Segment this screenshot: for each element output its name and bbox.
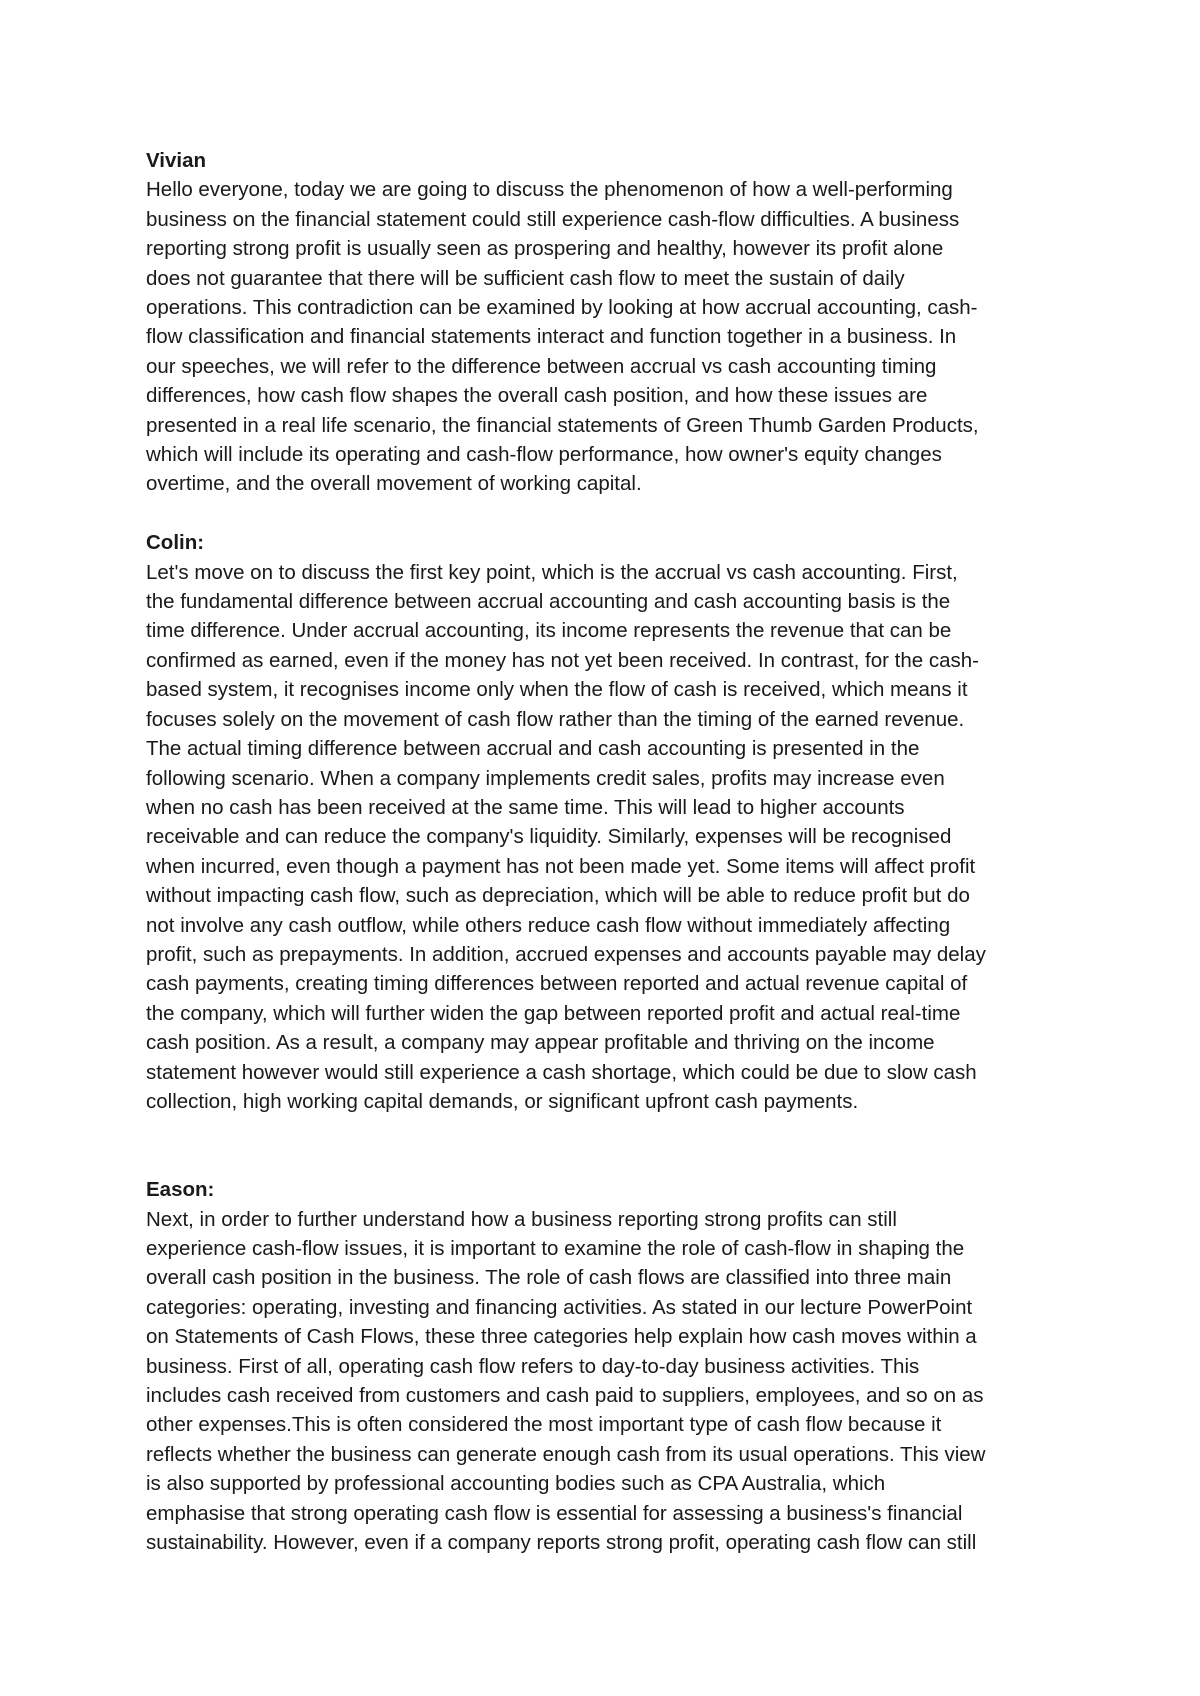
- text-line: other expenses.This is often considered the most important type of cash flow because it: [146, 1413, 942, 1437]
- text-line: on Statements of Cash Flows, these three categories help explain how cash moves within a: [146, 1325, 977, 1349]
- text-line: overall cash position in the business. The role of cash flows are classified into three main: [146, 1266, 952, 1290]
- speech-paragraph: [146, 175, 1066, 498]
- text-line: reporting strong profit is usually seen as prospering and healthy, however its profit alone: [146, 237, 944, 261]
- speaker-name: Eason:: [146, 1178, 215, 1202]
- speech-paragraph: [146, 558, 1066, 1117]
- text-line: Let's move on to discuss the first key point, which is the accrual vs cash accounting. First,: [146, 560, 958, 584]
- text-line: reflects whether the business can generate enough cash from its usual operations. This view: [146, 1442, 986, 1466]
- text-line: The actual timing difference between accrual and cash accounting is presented in the: [146, 737, 920, 761]
- text-line: which will include its operating and cash-flow performance, how owner's equity changes: [146, 443, 942, 467]
- text-line: profit, such as prepayments. In addition, accrued expenses and accounts payable may delay: [146, 942, 986, 966]
- text-line: without impacting cash flow, such as depreciation, which will be able to reduce profit but do: [146, 884, 970, 908]
- text-line: business. First of all, operating cash flow refers to day-to-day business activities. This: [146, 1354, 920, 1378]
- speaker-section-colin: [146, 528, 1066, 1116]
- text-line: categories: operating, investing and financing activities. As stated in our lecture PowerPoint: [146, 1295, 973, 1319]
- speaker-name: Vivian: [146, 149, 207, 172]
- text-line: business on the financial statement could still experience cash-flow difficulties. A business: [146, 207, 960, 231]
- text-line: experience cash-flow issues, it is important to examine the role of cash-flow in shaping the: [146, 1237, 965, 1260]
- text-line: our speeches, we will refer to the difference between accrual vs cash accounting timing: [146, 354, 937, 378]
- text-line: includes cash received from customers and cash paid to suppliers, employees, and so on as: [146, 1384, 984, 1408]
- document-body: [146, 146, 1066, 1557]
- text-line: the fundamental difference between accrual accounting and cash accounting basis is the: [146, 590, 951, 614]
- text-line: statement however would still experience a cash shortage, which could be due to slow cash: [146, 1060, 977, 1084]
- text-line: differences, how cash flow shapes the overall cash position, and how these issues are: [146, 384, 928, 408]
- text-line: collection, high working capital demands, or significant upfront cash payments.: [146, 1089, 859, 1113]
- text-line: based system, it recognises income only when the flow of cash is received, which means it: [146, 678, 968, 702]
- text-line: presented in a real life scenario, the financial statements of Green Thumb Garden Products,: [146, 413, 979, 437]
- text-line: time difference. Under accrual accounting, its income represents the revenue that can be: [146, 619, 952, 643]
- text-line: following scenario. When a company implements credit sales, profits may increase even: [146, 766, 945, 790]
- text-line: focuses solely on the movement of cash flow rather than the timing of the earned revenue.: [146, 707, 965, 731]
- section-spacer: [146, 499, 1066, 528]
- text-line: Next, in order to further understand how a business reporting strong profits can still: [146, 1207, 897, 1231]
- speaker-name: Colin:: [146, 531, 205, 555]
- section-spacer: [146, 1116, 1066, 1175]
- text-line: does not guarantee that there will be sufficient cash flow to meet the sustain of daily: [146, 266, 905, 290]
- text-line: sustainability. However, even if a company reports strong profit, operating cash flow can still: [146, 1531, 977, 1555]
- text-line: the company, which will further widen the gap between reported profit and actual real-time: [146, 1001, 961, 1025]
- text-line: when incurred, even though a payment has not been made yet. Some items will affect profit: [146, 854, 976, 878]
- text-line: emphasise that strong operating cash flow is essential for assessing a business's financial: [146, 1501, 963, 1525]
- text-line: flow classification and financial statements interact and function together in a business. In: [146, 325, 957, 349]
- text-line: overtime, and the overall movement of working capital.: [146, 472, 642, 496]
- text-line: is also supported by professional accounting bodies such as CPA Australia, which: [146, 1472, 886, 1496]
- speaker-section-eason: [146, 1175, 1066, 1557]
- speech-paragraph: [146, 1205, 1066, 1558]
- text-line: when no cash has been received at the same time. This will lead to higher accounts: [146, 795, 905, 819]
- speaker-section-vivian: [146, 146, 1066, 499]
- text-line: cash position. As a result, a company may appear profitable and thriving on the income: [146, 1031, 935, 1055]
- text-line: Hello everyone, today we are going to discuss the phenomenon of how a well-performing: [146, 178, 953, 202]
- text-line: confirmed as earned, even if the money has not yet been received. In contrast, for the cash-: [146, 648, 979, 672]
- text-line: not involve any cash outflow, while others reduce cash flow without immediately affecting: [146, 913, 951, 937]
- text-line: cash payments, creating timing differences between reported and actual revenue capital of: [146, 972, 968, 996]
- text-line: receivable and can reduce the company's liquidity. Similarly, expenses will be recognised: [146, 825, 952, 849]
- text-line: operations. This contradiction can be examined by looking at how accrual accounting, cash-: [146, 296, 978, 320]
